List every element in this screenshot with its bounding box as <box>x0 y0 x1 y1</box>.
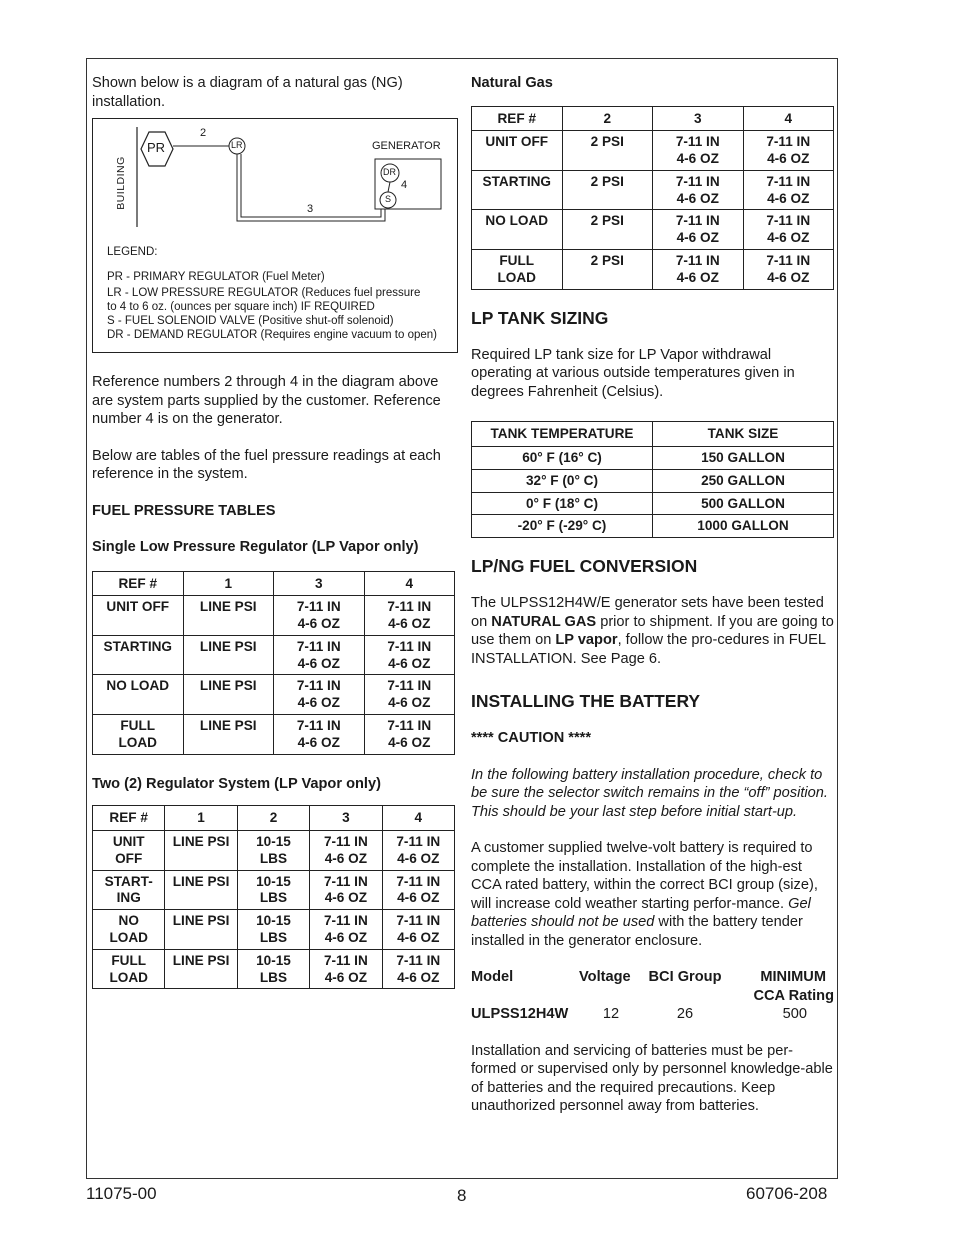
table-cell: 7-11 IN 4-6 OZ <box>653 250 744 290</box>
table-row <box>472 492 834 515</box>
table-row <box>472 170 834 210</box>
conversion-text-a: The ULPSS12H4W/E generator sets have been tested on <box>471 595 824 630</box>
natural-gas-table <box>471 106 834 290</box>
table-cell: LINE PSI <box>183 635 274 675</box>
table-cell: 32° F (0° C) <box>472 469 653 492</box>
table-cell: -20° F (-29° C) <box>472 515 653 538</box>
table-cell: 7-11 IN 4-6 OZ <box>743 210 834 250</box>
table-cell: 7-11 IN 4-6 OZ <box>743 170 834 210</box>
table-cell: NO LOAD <box>93 910 165 950</box>
battery-header-cca <box>727 968 835 1005</box>
table-header-cell: 1 <box>183 571 274 596</box>
table-row <box>93 715 455 755</box>
table-row <box>472 131 834 171</box>
table-row <box>472 515 834 538</box>
table-cell: 7-11 IN 4-6 OZ <box>653 210 744 250</box>
battery-text-gel-warning: Gel batteries should not be used <box>471 895 811 931</box>
battery-header-bci: BCI Group <box>648 969 722 986</box>
table-cell: 10-15 LBS <box>237 910 309 950</box>
table-header-cell: 4 <box>382 806 454 831</box>
legend-item: S - FUEL SOLENOID VALVE (Positive shut-off solenoid) <box>107 315 394 327</box>
battery-header-voltage: Voltage <box>579 969 631 986</box>
table-header-row <box>472 106 834 131</box>
table-cell: 7-11 IN 4-6 OZ <box>653 170 744 210</box>
two-regulator-heading: Two (2) Regulator System (LP Vapor only) <box>92 775 381 792</box>
table-cell: 7-11 IN 4-6 OZ <box>274 675 365 715</box>
table-header-cell: TANK SIZE <box>653 422 834 447</box>
table-row <box>93 675 455 715</box>
battery-text-a: A customer supplied twelve-volt battery is required to complete the installation. Installation of the high-est CCA rated battery, within the correct BCI group (size), will increase cold weather starting perfor-mance. <box>471 840 818 912</box>
footer-left-doc-number: 11075-00 <box>86 1184 157 1203</box>
ng-installation-diagram <box>92 118 458 353</box>
conversion-text-e: , follow the pro-cedures in FUEL INSTALLATION. See Page 6. <box>471 632 826 667</box>
lp-tank-sizing-heading: LP TANK SIZING <box>471 307 609 328</box>
intro-text: Shown below is a diagram of a natural gas (NG) installation. <box>92 75 403 110</box>
install-warning-text: Installation and servicing of batteries must be per-formed or supervised only by personnel knowledge-able of batteries and the required precautions. Keep unauthorized personnel away from batteries. <box>471 1042 833 1115</box>
table-cell: STARTING <box>93 635 184 675</box>
table-cell: 7-11 IN 4-6 OZ <box>364 596 455 636</box>
legend-item: to 4 to 6 oz. (ounces per square inch) IF REQUIRED <box>107 301 375 313</box>
building-label: BUILDING <box>114 156 127 210</box>
table-cell: 7-11 IN 4-6 OZ <box>310 830 382 870</box>
table-cell: UNIT OFF <box>93 596 184 636</box>
table-cell: 7-11 IN 4-6 OZ <box>382 830 454 870</box>
table-cell: 7-11 IN 4-6 OZ <box>653 131 744 171</box>
table-cell: 7-11 IN 4-6 OZ <box>310 910 382 950</box>
table-cell: 1000 GALLON <box>653 515 834 538</box>
ref-2-label: 2 <box>200 127 207 139</box>
table-header-row <box>93 571 455 596</box>
table-cell: 7-11 IN 4-6 OZ <box>743 131 834 171</box>
table-header-cell: 3 <box>653 106 744 131</box>
battery-text <box>471 839 835 950</box>
caution-label: **** CAUTION **** <box>471 730 592 747</box>
right-column <box>471 72 835 1116</box>
table-cell: 500 GALLON <box>653 492 834 515</box>
table-row <box>93 949 455 989</box>
table-header-cell: 4 <box>743 106 834 131</box>
table-cell: 7-11 IN 4-6 OZ <box>364 675 455 715</box>
installing-battery-heading: INSTALLING THE BATTERY <box>471 691 701 712</box>
table-header-cell: 3 <box>310 806 382 831</box>
below-text: Below are tables of the fuel pressure readings at each reference in the system. <box>92 447 441 482</box>
table-cell: 2 PSI <box>562 210 653 250</box>
fuel-tables-heading: FUEL PRESSURE TABLES <box>92 502 276 519</box>
lp-tank-text: Required LP tank size for LP Vapor withdrawal operating at various outside temperatures given in degrees Fahrenheit (Celsius). <box>471 346 795 400</box>
battery-voltage-value: 12 <box>602 1006 620 1023</box>
table-row <box>93 910 455 950</box>
table-row <box>472 250 834 290</box>
ref-4-label: 4 <box>401 179 408 191</box>
table-header-cell: REF # <box>472 106 563 131</box>
table-header-cell: REF # <box>93 806 165 831</box>
table-cell: FULL LOAD <box>472 250 563 290</box>
table-cell: STARTING <box>472 170 563 210</box>
battery-spec-table <box>471 968 835 1024</box>
table-cell: 10-15 LBS <box>237 949 309 989</box>
table-cell: START- ING <box>93 870 165 910</box>
table-cell: LINE PSI <box>183 675 274 715</box>
battery-cca-value: 500 <box>782 1006 807 1023</box>
table-cell: 7-11 IN 4-6 OZ <box>382 949 454 989</box>
battery-bci-value: 26 <box>676 1006 694 1023</box>
legend-list <box>107 270 437 342</box>
table-cell: 250 GALLON <box>653 469 834 492</box>
battery-header-model: Model <box>471 969 514 986</box>
table-row <box>472 210 834 250</box>
table-cell: 7-11 IN 4-6 OZ <box>382 910 454 950</box>
table-header-cell: TANK TEMPERATURE <box>472 422 653 447</box>
caution-text: In the following battery installation procedure, check to be sure the selector switch remains in the “off” position. This should be your last step before initial start-up. <box>471 766 828 820</box>
legend-item: DR - DEMAND REGULATOR (Requires engine vacuum to open) <box>107 329 437 341</box>
battery-header-cca-line2: CCA Rating <box>753 987 834 1004</box>
dr-label: DR <box>383 167 396 177</box>
battery-header-cca-line1: MINIMUM <box>760 969 826 986</box>
table-header-cell: 4 <box>364 571 455 596</box>
table-cell: 7-11 IN 4-6 OZ <box>382 870 454 910</box>
single-regulator-table <box>92 571 455 755</box>
table-header-cell: 3 <box>274 571 365 596</box>
legend-item: PR - PRIMARY REGULATOR (Fuel Meter) <box>107 271 325 283</box>
tank-size-table <box>471 421 834 538</box>
table-cell: NO LOAD <box>93 675 184 715</box>
page-number: 8 <box>457 1186 467 1205</box>
conversion-text-c: prior to shipment. If you are going to use them on <box>471 613 834 649</box>
legend-title: LEGEND: <box>107 246 158 258</box>
table-cell: 2 PSI <box>562 131 653 171</box>
table-cell: 7-11 IN 4-6 OZ <box>364 715 455 755</box>
table-cell: 7-11 IN 4-6 OZ <box>310 949 382 989</box>
table-row <box>93 870 455 910</box>
table-row <box>93 596 455 636</box>
table-cell: LINE PSI <box>183 715 274 755</box>
table-cell: LINE PSI <box>165 830 237 870</box>
footer-right-doc-number: 60706-208 <box>746 1184 828 1203</box>
table-cell: LINE PSI <box>165 910 237 950</box>
generator-label: GENERATOR <box>372 140 441 152</box>
lr-label: LR <box>231 140 243 150</box>
battery-model-value: ULPSS12H4W <box>471 1006 569 1023</box>
table-row <box>93 635 455 675</box>
table-cell: 7-11 IN 4-6 OZ <box>274 635 365 675</box>
table-cell: 7-11 IN 4-6 OZ <box>743 250 834 290</box>
single-regulator-heading: Single Low Pressure Regulator (LP Vapor only) <box>92 539 419 555</box>
conversion-text-lp-vapor: LP vapor <box>555 632 618 649</box>
two-regulator-table <box>92 805 455 989</box>
table-cell: 10-15 LBS <box>237 830 309 870</box>
table-cell: 7-11 IN 4-6 OZ <box>274 596 365 636</box>
reference-text: Reference numbers 2 through 4 in the diagram above are system parts supplied by the customer. Reference number 4 is on the generator. <box>92 374 441 427</box>
table-cell: LINE PSI <box>183 596 274 636</box>
table-cell: 0° F (18° C) <box>472 492 653 515</box>
table-header-cell: 1 <box>165 806 237 831</box>
table-cell: 2 PSI <box>562 170 653 210</box>
table-row <box>472 469 834 492</box>
table-cell: 2 PSI <box>562 250 653 290</box>
pr-label: PR <box>147 140 166 155</box>
table-cell: LINE PSI <box>165 949 237 989</box>
table-cell: LINE PSI <box>165 870 237 910</box>
table-cell: 150 GALLON <box>653 446 834 469</box>
table-cell: FULL LOAD <box>93 715 184 755</box>
table-cell: 7-11 IN 4-6 OZ <box>274 715 365 755</box>
table-header-row <box>93 806 455 831</box>
lp-ng-conversion-heading: LP/NG FUEL CONVERSION <box>471 556 698 577</box>
ref-3-label: 3 <box>307 203 314 215</box>
table-header-row <box>472 422 834 447</box>
table-header-cell: 2 <box>562 106 653 131</box>
natural-gas-heading: Natural Gas <box>471 75 553 91</box>
table-header-cell: 2 <box>237 806 309 831</box>
table-row <box>93 830 455 870</box>
table-header-cell: REF # <box>93 571 184 596</box>
s-label: S <box>385 194 392 204</box>
table-cell: FULL LOAD <box>93 949 165 989</box>
table-cell: UNIT OFF <box>472 131 563 171</box>
table-cell: 10-15 LBS <box>237 870 309 910</box>
conversion-text-natural-gas: NATURAL GAS <box>491 613 597 630</box>
table-cell: NO LOAD <box>472 210 563 250</box>
left-column <box>92 72 458 989</box>
conversion-text <box>471 594 835 668</box>
table-cell: UNIT OFF <box>93 830 165 870</box>
battery-text-c: with the battery tender installed in the generator enclosure. <box>471 914 803 949</box>
table-row <box>472 446 834 469</box>
table-cell: 7-11 IN 4-6 OZ <box>310 870 382 910</box>
table-cell: 7-11 IN 4-6 OZ <box>364 635 455 675</box>
legend-item: LR - LOW PRESSURE REGULATOR (Reduces fuel pressure <box>107 287 421 299</box>
table-cell: 60° F (16° C) <box>472 446 653 469</box>
